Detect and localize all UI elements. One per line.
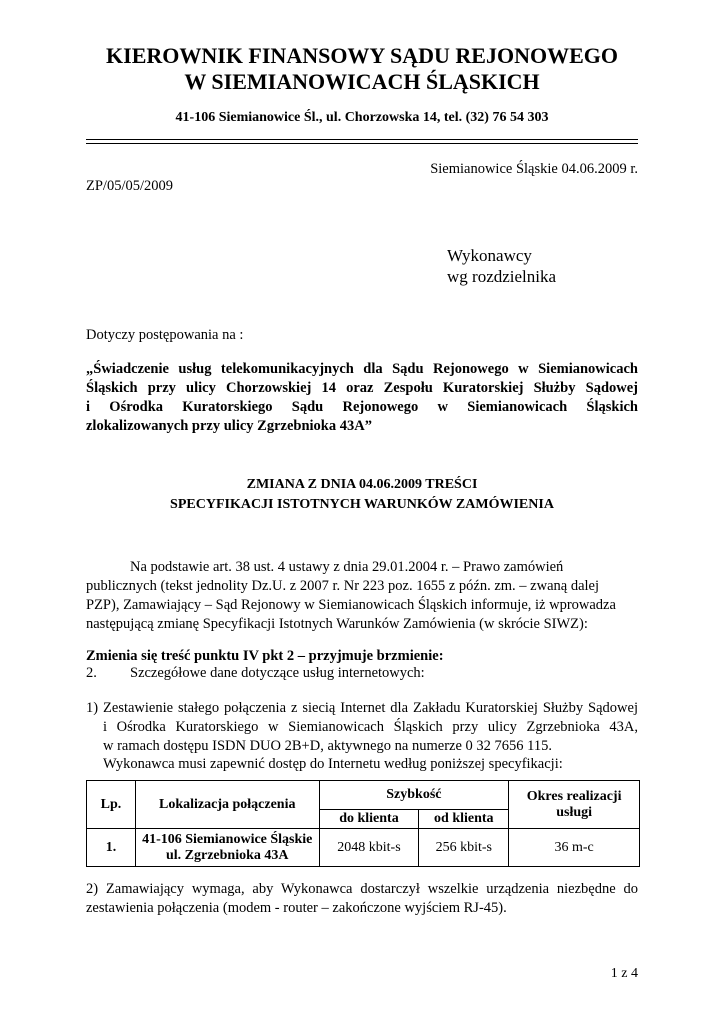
cell-lp: 1. [87, 829, 136, 867]
header-rule-bottom [86, 143, 638, 144]
header-to-client: do klienta [319, 810, 419, 829]
paragraph-line: następującą zmianę Specyfikacji Istotnych Warunków Zamówienia (w skrócie SIWZ): [86, 616, 588, 632]
header-speed: Szybkość [319, 781, 509, 810]
header-title-line1: KIEROWNIK FINANSOWY SĄDU REJONOWEGO [106, 43, 618, 68]
paragraph-line: PZP), Zamawiający – Sąd Rejonowy w Siemianowicach Śląskich informuje, iż wprowadza [86, 597, 616, 613]
header-period [509, 781, 640, 829]
paragraph-line: publicznych (tekst jednolity Dz.U. z 2007 r. Nr 223 poz. 1655 z późn. zm. – zwaną dalej [86, 578, 600, 594]
item1-line: Wykonawca musi zapewnić dostęp do Internetu według poniższej specyfikacji: [103, 756, 563, 772]
subject-line: zlokalizowanych przy ulicy Zgrzebnioka 43A” [86, 418, 372, 434]
change-title-line2: SPECYFIKACJI ISTOTNYCH WARUNKÓW ZAMÓWIENIA [170, 497, 554, 512]
header-rule-top [86, 139, 638, 140]
specification-table [86, 780, 640, 867]
header-period-line2: usługi [556, 804, 593, 820]
recipient-line2: wg rozdzielnika [447, 267, 557, 286]
cell-period: 36 m-c [509, 829, 640, 867]
item1-line: w ramach dostępu ISDN DUO 2B+D, aktywnego na numerze 0 32 7656 115. [103, 738, 552, 754]
header-period-line1: Okres realizacji [526, 788, 622, 804]
reference-number: ZP/05/05/2009 [86, 178, 174, 194]
header-address: 41-106 Siemianowice Śl., ul. Chorzowska 14, tel. (32) 76 54 303 [175, 110, 549, 125]
change-title-line1: ZMIANA Z DNIA 04.06.2009 TREŚCI [246, 477, 478, 492]
item2-line: 2) Zamawiający wymaga, aby Wykonawca dostarczył wszelkie urządzenia niezbędne do [86, 881, 638, 897]
cell-location [135, 829, 319, 867]
point-number: 2. [86, 665, 97, 681]
cell-from-client: 256 kbit-s [419, 829, 509, 867]
header-title-line2: W SIEMIANOWICACH ŚLĄSKICH [184, 69, 540, 94]
place-date: Siemianowice Śląskie 04.06.2009 r. [430, 161, 638, 177]
cell-to-client: 2048 kbit-s [319, 829, 419, 867]
table-row [87, 829, 640, 867]
item1-line: 1) Zestawienie stałego połączenia z siecią Internet dla Zakładu Kuratorskiej Służby Sądowej [86, 700, 638, 716]
subject-line: i Ośrodka Kuratorskiego Sądu Rejonowego w Siemianowicach Śląskich [86, 399, 638, 415]
subject-line: „Świadczenie usług telekomunikacyjnych dla Sądu Rejonowego w Siemianowicach [86, 361, 638, 377]
header-location: Lokalizacja połączenia [135, 781, 319, 829]
item1-line: i Ośrodka Kuratorskiego w Siemianowicach Śląskich przy ulicy Zgrzebnioka 43A, [103, 719, 638, 735]
header-from-client: od klienta [419, 810, 509, 829]
cell-location-line1: 41-106 Siemianowice Śląskie [142, 831, 313, 847]
change-heading: Zmienia się treść punktu IV pkt 2 – przyjmuje brzmienie: [86, 648, 444, 664]
point-text: Szczegółowe dane dotyczące usług internetowych: [130, 665, 425, 681]
subject-intro: Dotyczy postępowania na : [86, 327, 244, 343]
page-number: 1 z 4 [610, 966, 638, 981]
paragraph-line: Na podstawie art. 38 ust. 4 ustawy z dnia 29.01.2004 r. – Prawo zamówień [130, 559, 564, 575]
item2-line: zestawienia połączenia (modem - router – zakończone wyjściem RJ-45). [86, 900, 507, 916]
subject-line: Śląskich przy ulicy Chorzowskiej 14 oraz Zespołu Kuratorskiej Służby Sądowej [86, 380, 638, 396]
recipient-line1: Wykonawcy [447, 246, 532, 265]
header-lp: Lp. [87, 781, 136, 829]
cell-location-line2: ul. Zgrzebnioka 43A [165, 847, 289, 863]
